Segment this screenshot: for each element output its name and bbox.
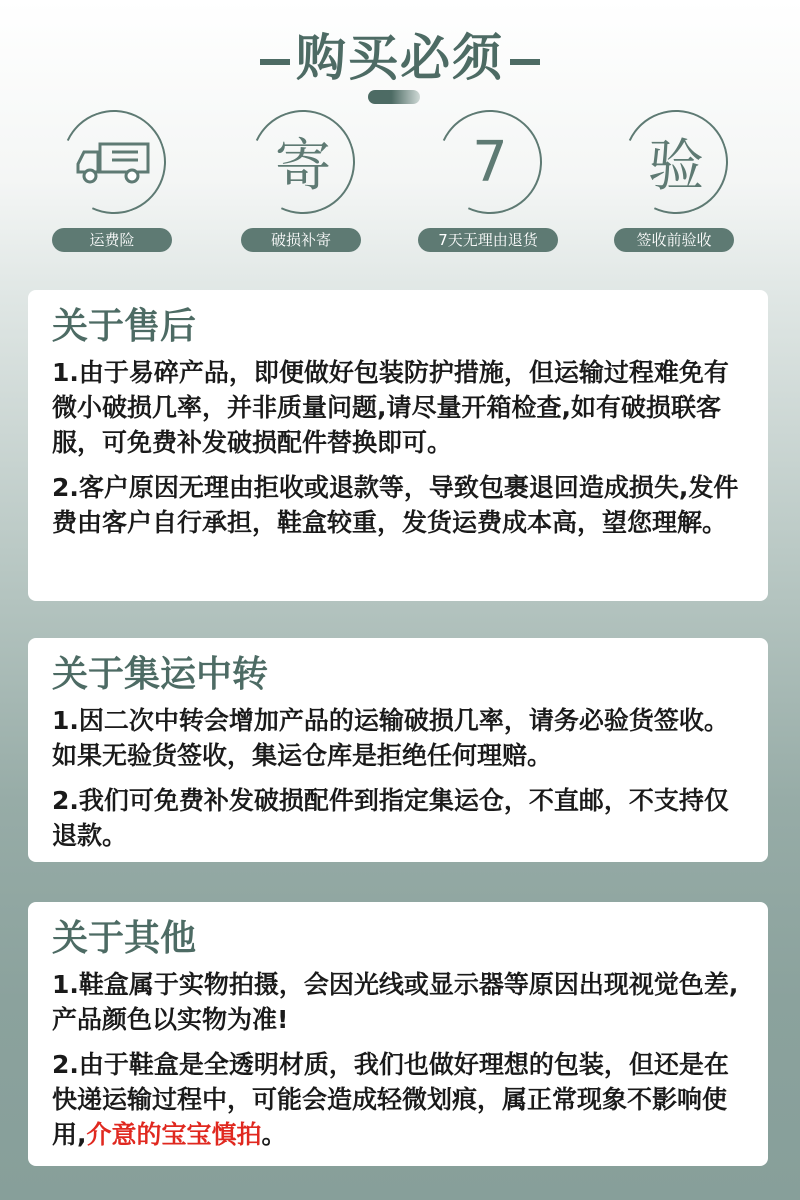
guarantee-damage-resend <box>231 110 371 255</box>
yan-char-icon: 验 <box>648 134 704 199</box>
section-item: 2.客户原因无理由拒收或退款等，导致包裹退回造成损失,发件费由客户自行承担，鞋盒较重，发货运费成本高，望您理解。 <box>52 473 739 537</box>
ji-char-icon: 寄 <box>275 134 331 199</box>
page-title-text: 购买必须 <box>296 29 504 87</box>
guarantee-inspect-before-sign <box>604 110 744 255</box>
icon-label: 7天无理由退货 <box>418 228 558 252</box>
section-title: 关于集运中转 <box>52 654 269 695</box>
title-decoration <box>368 90 420 104</box>
header <box>0 0 800 110</box>
section-title: 关于售后 <box>52 306 197 347</box>
guarantee-shipping-insurance <box>42 110 182 255</box>
guarantee-7-day-return <box>418 110 558 255</box>
section-item: 1.因二次中转会增加产品的运输破损几率，请务必验货签收。如果无验货签收，集运仓库是拒绝任何理赔。 <box>52 706 729 770</box>
title-dash-right <box>510 59 540 65</box>
page-title <box>0 18 800 90</box>
emphasis-text: 介意的宝宝慎拍 <box>86 1120 262 1149</box>
section-after-sales <box>28 290 768 601</box>
seven-icon: 7 <box>472 129 508 195</box>
section-item <box>52 1047 744 1152</box>
icon-label: 签收前验收 <box>614 228 734 252</box>
section-title: 关于其他 <box>52 918 197 959</box>
section-item: 1.鞋盒属于实物拍摄，会因光线或显示器等原因出现视觉色差,产品颜色以实物为准! <box>52 970 739 1034</box>
section-item: 2.我们可免费补发破损配件到指定集运仓，不直邮，不支持仅退款。 <box>52 786 729 850</box>
icon-label: 破损补寄 <box>241 228 361 252</box>
section-item-text: 2.由于鞋盒是全透明材质，我们也做好理想的包装，但还是在快递运输过程中，可能会造成轻微划痕，属正常现象不影响使用, <box>52 1050 729 1149</box>
title-dash-left <box>260 59 290 65</box>
section-consolidation <box>28 638 768 862</box>
emphasis-end: 。 <box>261 1120 287 1149</box>
section-other <box>28 902 768 1166</box>
guarantee-icons <box>0 110 800 260</box>
truck-icon <box>62 110 166 214</box>
section-item: 1.由于易碎产品，即便做好包装防护措施，但运输过程难免有微小破损几率，并非质量问题,请尽量开箱检查,如有破损联客服，可免费补发破损配件替换即可。 <box>52 358 729 457</box>
icon-label: 运费险 <box>52 228 172 252</box>
